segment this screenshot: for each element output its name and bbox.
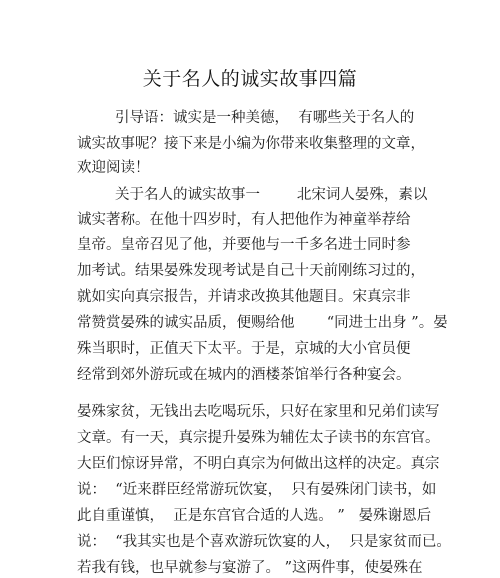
story-continued-line: 大臣们惊讶异常，不明白真宗为何做出这样的决定。真宗 [77, 456, 440, 472]
story-continued-line: 此自重谨慎， 正是东宫官合适的人选。 ” 晏殊谢恩后 [77, 508, 432, 524]
story-continued-line: 晏殊家贫，无钱出去吃喝玩乐，只好在家里和兄弟们读写 [77, 404, 440, 420]
intro-line: 引导语：诚实是一种美德， 有哪些关于名人的 [115, 110, 415, 126]
story-line: 关于名人的诚实故事一 北宋词人晏殊，素以 [115, 187, 428, 203]
story-continued-line: 说： “我其实也是个喜欢游玩饮宴的人， 只是家贫而已。 [77, 534, 451, 550]
story-continued-line: 文章。有一天，真宗提升晏殊为辅佐太子读书的东宫官。 [77, 430, 440, 446]
story-continued-line: 说： “近来群臣经常游玩饮宴， 只有晏殊闭门读书，如 [77, 482, 437, 498]
story-continued-line: 若我有钱，也早就参与宴游了。 ”这两件事，使晏殊在 [77, 560, 423, 576]
story-line: 常赞赏晏殊的诚实品质，便赐给他 “同进士出身 ”。晏 [77, 315, 448, 331]
intro-line: 欢迎阅读！ [77, 160, 150, 176]
story-line: 加考试。结果晏殊发现考试是自己十天前刚练习过的， [77, 263, 425, 279]
intro-line: 诚实故事呢？接下来是小编为你带来收集整理的文章， [77, 136, 425, 152]
story-line: 诚实著称。在他十四岁时，有人把他作为神童举荐给 [77, 212, 411, 228]
story-line: 就如实向真宗报告，并请求改换其他题目。宋真宗非 [77, 289, 411, 305]
document-title: 关于名人的诚实故事四篇 [142, 68, 358, 90]
story-line: 经常到郊外游玩或在城内的酒楼茶馆举行各种宴会。 [77, 367, 411, 383]
story-line: 殊当职时，正值天下太平。于是，京城的大小官员便 [77, 341, 411, 357]
story-line: 皇帝。皇帝召见了他，并要他与一千多名进士同时参 [77, 237, 411, 253]
